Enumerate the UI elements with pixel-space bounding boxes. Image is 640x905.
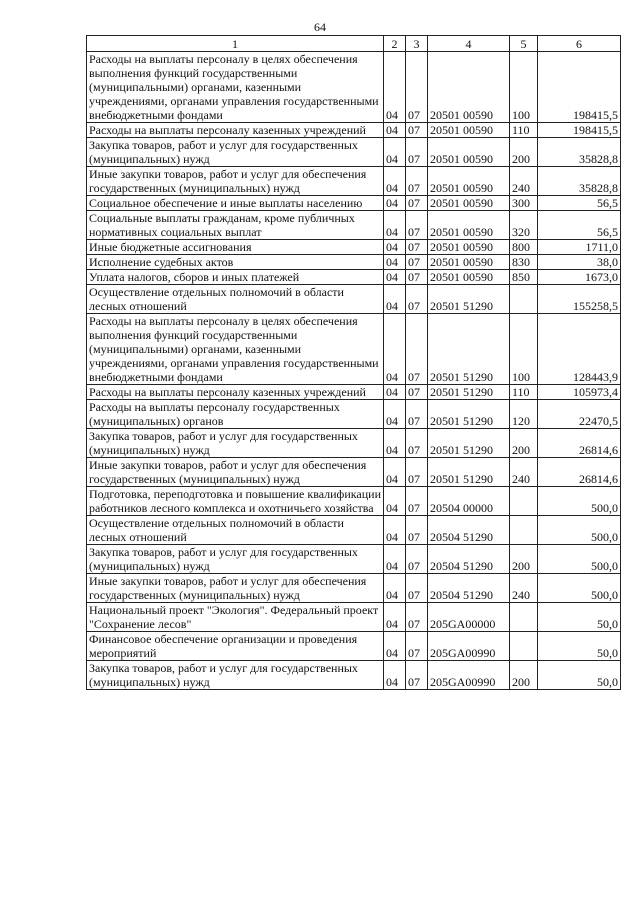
row-subsection: 07 bbox=[406, 167, 428, 196]
row-section: 04 bbox=[384, 632, 406, 661]
table-row bbox=[87, 167, 621, 196]
row-expense-type: 120 bbox=[510, 400, 538, 429]
row-subsection: 07 bbox=[406, 255, 428, 270]
row-expense-type bbox=[510, 632, 538, 661]
row-expense-type bbox=[510, 285, 538, 314]
row-expense-type: 200 bbox=[510, 429, 538, 458]
row-subsection: 07 bbox=[406, 138, 428, 167]
row-name: Расходы на выплаты персоналу в целях обеспечения выполнения функций государственными (муниципальными) органами, казенными учреждениями, органами управления государственными внебюджетными фондами bbox=[87, 314, 384, 385]
row-expense-type: 200 bbox=[510, 661, 538, 690]
row-target-article: 205GA00990 bbox=[428, 661, 510, 690]
row-expense-type: 800 bbox=[510, 240, 538, 255]
row-target-article: 20501 51290 bbox=[428, 285, 510, 314]
table-row bbox=[87, 211, 621, 240]
row-subsection: 07 bbox=[406, 285, 428, 314]
table-row bbox=[87, 516, 621, 545]
row-target-article: 20504 51290 bbox=[428, 516, 510, 545]
row-section: 04 bbox=[384, 211, 406, 240]
row-subsection: 07 bbox=[406, 270, 428, 285]
row-expense-type: 100 bbox=[510, 314, 538, 385]
row-target-article: 205GA00000 bbox=[428, 603, 510, 632]
row-target-article: 20504 00000 bbox=[428, 487, 510, 516]
row-name: Национальный проект "Экология". Федеральный проект "Сохранение лесов" bbox=[87, 603, 384, 632]
row-subsection: 07 bbox=[406, 429, 428, 458]
row-target-article: 20501 00590 bbox=[428, 196, 510, 211]
table-row bbox=[87, 196, 621, 211]
row-section: 04 bbox=[384, 429, 406, 458]
table-body bbox=[87, 52, 621, 690]
row-name: Расходы на выплаты персоналу в целях обеспечения выполнения функций государственными (муниципальными) органами, казенными учреждениями, органами управления государственными внебюджетными фондами bbox=[87, 52, 384, 123]
table-row bbox=[87, 52, 621, 123]
table-row bbox=[87, 123, 621, 138]
row-target-article: 205GA00990 bbox=[428, 632, 510, 661]
row-expense-type bbox=[510, 603, 538, 632]
row-target-article: 20501 00590 bbox=[428, 270, 510, 285]
row-target-article: 20501 00590 bbox=[428, 123, 510, 138]
row-expense-type: 240 bbox=[510, 167, 538, 196]
column-header-expense-type: 5 bbox=[510, 36, 538, 52]
row-amount: 56,5 bbox=[538, 196, 621, 211]
row-section: 04 bbox=[384, 400, 406, 429]
row-amount: 50,0 bbox=[538, 603, 621, 632]
row-target-article: 20501 51290 bbox=[428, 385, 510, 400]
row-target-article: 20501 51290 bbox=[428, 314, 510, 385]
row-name: Расходы на выплаты персоналу государственных (муниципальных) органов bbox=[87, 400, 384, 429]
row-subsection: 07 bbox=[406, 545, 428, 574]
row-name: Финансовое обеспечение организации и проведения мероприятий bbox=[87, 632, 384, 661]
row-name: Подготовка, переподготовка и повышение квалификации работников лесного комплекса и охотничьего хозяйства bbox=[87, 487, 384, 516]
row-expense-type: 100 bbox=[510, 52, 538, 123]
row-target-article: 20501 00590 bbox=[428, 138, 510, 167]
row-section: 04 bbox=[384, 314, 406, 385]
row-target-article: 20501 51290 bbox=[428, 458, 510, 487]
row-section: 04 bbox=[384, 138, 406, 167]
row-amount: 500,0 bbox=[538, 545, 621, 574]
row-expense-type: 110 bbox=[510, 385, 538, 400]
row-amount: 500,0 bbox=[538, 487, 621, 516]
row-section: 04 bbox=[384, 574, 406, 603]
row-section: 04 bbox=[384, 516, 406, 545]
row-section: 04 bbox=[384, 270, 406, 285]
row-subsection: 07 bbox=[406, 240, 428, 255]
row-subsection: 07 bbox=[406, 196, 428, 211]
row-subsection: 07 bbox=[406, 211, 428, 240]
row-amount: 500,0 bbox=[538, 516, 621, 545]
row-expense-type: 830 bbox=[510, 255, 538, 270]
row-amount: 35828,8 bbox=[538, 167, 621, 196]
row-expense-type: 850 bbox=[510, 270, 538, 285]
row-amount: 26814,6 bbox=[538, 429, 621, 458]
row-section: 04 bbox=[384, 196, 406, 211]
row-name: Иные закупки товаров, работ и услуг для обеспечения государственных (муниципальных) нужд bbox=[87, 458, 384, 487]
row-subsection: 07 bbox=[406, 632, 428, 661]
row-name: Иные бюджетные ассигнования bbox=[87, 240, 384, 255]
row-expense-type: 300 bbox=[510, 196, 538, 211]
row-amount: 50,0 bbox=[538, 661, 621, 690]
table-row bbox=[87, 285, 621, 314]
row-section: 04 bbox=[384, 167, 406, 196]
row-target-article: 20504 51290 bbox=[428, 545, 510, 574]
row-name: Иные закупки товаров, работ и услуг для обеспечения государственных (муниципальных) нужд bbox=[87, 167, 384, 196]
row-target-article: 20501 00590 bbox=[428, 240, 510, 255]
row-section: 04 bbox=[384, 661, 406, 690]
row-amount: 38,0 bbox=[538, 255, 621, 270]
table-row bbox=[87, 574, 621, 603]
column-header-name: 1 bbox=[87, 36, 384, 52]
row-name: Расходы на выплаты персоналу казенных учреждений bbox=[87, 123, 384, 138]
row-subsection: 07 bbox=[406, 487, 428, 516]
row-expense-type: 200 bbox=[510, 545, 538, 574]
row-section: 04 bbox=[384, 545, 406, 574]
row-name: Социальное обеспечение и иные выплаты населению bbox=[87, 196, 384, 211]
row-target-article: 20501 00590 bbox=[428, 211, 510, 240]
row-target-article: 20501 00590 bbox=[428, 52, 510, 123]
row-amount: 35828,8 bbox=[538, 138, 621, 167]
row-expense-type bbox=[510, 487, 538, 516]
row-subsection: 07 bbox=[406, 574, 428, 603]
column-header-subsection: 3 bbox=[406, 36, 428, 52]
table-row bbox=[87, 603, 621, 632]
table-row bbox=[87, 240, 621, 255]
row-target-article: 20501 00590 bbox=[428, 255, 510, 270]
row-name: Закупка товаров, работ и услуг для государственных (муниципальных) нужд bbox=[87, 138, 384, 167]
row-amount: 26814,6 bbox=[538, 458, 621, 487]
row-expense-type: 320 bbox=[510, 211, 538, 240]
table-row bbox=[87, 632, 621, 661]
row-subsection: 07 bbox=[406, 314, 428, 385]
table-row bbox=[87, 270, 621, 285]
table-row bbox=[87, 314, 621, 385]
table-row bbox=[87, 400, 621, 429]
row-subsection: 07 bbox=[406, 458, 428, 487]
budget-table bbox=[86, 35, 621, 690]
row-expense-type bbox=[510, 516, 538, 545]
row-name: Социальные выплаты гражданам, кроме публичных нормативных социальных выплат bbox=[87, 211, 384, 240]
row-name: Расходы на выплаты персоналу казенных учреждений bbox=[87, 385, 384, 400]
row-expense-type: 240 bbox=[510, 574, 538, 603]
row-amount: 56,5 bbox=[538, 211, 621, 240]
table-row bbox=[87, 661, 621, 690]
row-section: 04 bbox=[384, 285, 406, 314]
row-name: Исполнение судебных актов bbox=[87, 255, 384, 270]
row-name: Закупка товаров, работ и услуг для государственных (муниципальных) нужд bbox=[87, 429, 384, 458]
row-name: Осуществление отдельных полномочий в области лесных отношений bbox=[87, 285, 384, 314]
row-target-article: 20501 51290 bbox=[428, 429, 510, 458]
column-header-target-article: 4 bbox=[428, 36, 510, 52]
row-section: 04 bbox=[384, 487, 406, 516]
row-name: Закупка товаров, работ и услуг для государственных (муниципальных) нужд bbox=[87, 661, 384, 690]
row-amount: 155258,5 bbox=[538, 285, 621, 314]
table-row bbox=[87, 385, 621, 400]
row-expense-type: 200 bbox=[510, 138, 538, 167]
table-row bbox=[87, 487, 621, 516]
row-section: 04 bbox=[384, 458, 406, 487]
row-section: 04 bbox=[384, 240, 406, 255]
row-section: 04 bbox=[384, 255, 406, 270]
row-name: Уплата налогов, сборов и иных платежей bbox=[87, 270, 384, 285]
row-subsection: 07 bbox=[406, 52, 428, 123]
row-subsection: 07 bbox=[406, 661, 428, 690]
row-subsection: 07 bbox=[406, 516, 428, 545]
row-subsection: 07 bbox=[406, 400, 428, 429]
row-amount: 22470,5 bbox=[538, 400, 621, 429]
row-name: Закупка товаров, работ и услуг для государственных (муниципальных) нужд bbox=[87, 545, 384, 574]
table-row bbox=[87, 545, 621, 574]
row-section: 04 bbox=[384, 603, 406, 632]
row-expense-type: 110 bbox=[510, 123, 538, 138]
row-subsection: 07 bbox=[406, 123, 428, 138]
row-target-article: 20504 51290 bbox=[428, 574, 510, 603]
row-section: 04 bbox=[384, 385, 406, 400]
row-section: 04 bbox=[384, 123, 406, 138]
row-amount: 50,0 bbox=[538, 632, 621, 661]
column-header-amount: 6 bbox=[538, 36, 621, 52]
row-expense-type: 240 bbox=[510, 458, 538, 487]
row-subsection: 07 bbox=[406, 385, 428, 400]
table-row bbox=[87, 458, 621, 487]
row-amount: 198415,5 bbox=[538, 123, 621, 138]
row-section: 04 bbox=[384, 52, 406, 123]
row-name: Осуществление отдельных полномочий в области лесных отношений bbox=[87, 516, 384, 545]
row-amount: 500,0 bbox=[538, 574, 621, 603]
row-target-article: 20501 51290 bbox=[428, 400, 510, 429]
row-amount: 128443,9 bbox=[538, 314, 621, 385]
row-amount: 198415,5 bbox=[538, 52, 621, 123]
row-amount: 1711,0 bbox=[538, 240, 621, 255]
row-amount: 1673,0 bbox=[538, 270, 621, 285]
row-amount: 105973,4 bbox=[538, 385, 621, 400]
column-header-section: 2 bbox=[384, 36, 406, 52]
header-row bbox=[87, 36, 621, 52]
row-target-article: 20501 00590 bbox=[428, 167, 510, 196]
table-row bbox=[87, 255, 621, 270]
table-row bbox=[87, 429, 621, 458]
page-number: 64 bbox=[314, 20, 326, 34]
row-subsection: 07 bbox=[406, 603, 428, 632]
table-row bbox=[87, 138, 621, 167]
row-name: Иные закупки товаров, работ и услуг для обеспечения государственных (муниципальных) нужд bbox=[87, 574, 384, 603]
